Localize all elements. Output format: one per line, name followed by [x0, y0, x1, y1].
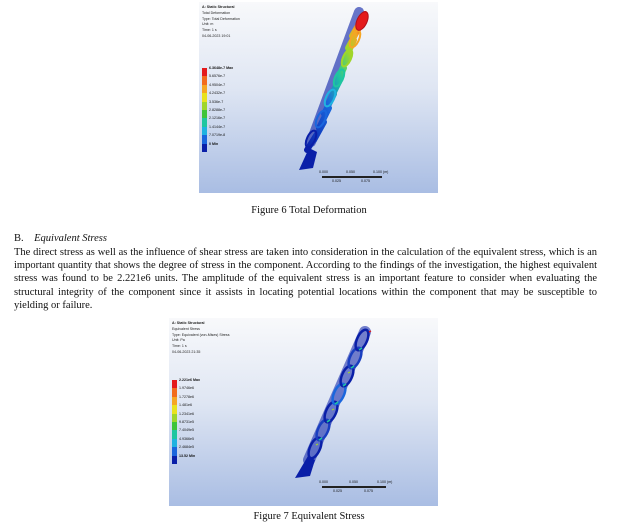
section-heading: [14, 233, 107, 244]
figure-7-image: [169, 318, 438, 506]
figure-7-spring-model: [169, 318, 438, 506]
figure-6-header-line: Total Deformation: [202, 10, 231, 15]
figure-6-header-line: 04-06-2023 19:01: [202, 33, 231, 38]
legend-max-label: 6.3648e-7 Max: [209, 66, 234, 70]
scale-label: 0.050: [346, 170, 355, 174]
section-title: Equivalent Stress: [34, 233, 107, 244]
legend-min-label: 13.52 Min: [179, 453, 196, 458]
figure-7-header-line: Type: Equivalent (von-Mises) Stress: [172, 332, 230, 337]
legend-label: 9.8731e5: [179, 419, 194, 424]
section-paragraph: The direct stress as well as the influence of shear stress are taken into consideration in the calculation of the equivalent stress, which is an important quantity that shows the degree of stress in the component. According to the findings of the investigation, the highest equivalent stress was found to be 2.221e6 units. The amplitude of the equivalent stress is an important feature to consider when evaluating the structural integrity of the component since it assists in locating potential locations within the component that may be susceptible to yielding or failure.: [14, 247, 597, 311]
spring-body: [299, 10, 371, 170]
legend-label: 7.0719e-8: [209, 133, 226, 138]
legend-label: 7.4049e5: [179, 428, 194, 433]
scale-label: 0.000: [319, 480, 328, 484]
legend-label: 2.8288e-7: [209, 107, 226, 112]
figure-7-header-line: Time: 1 s: [172, 344, 187, 349]
figure-6-header-line: Time: 1 s: [202, 28, 217, 33]
figure-7-header-line: A: Static Structural: [172, 321, 205, 325]
legend-label: 1.9746e6: [179, 386, 194, 391]
legend-label: 5.6576e-7: [209, 74, 226, 79]
scale-label: 0.075: [364, 489, 373, 493]
legend-label: 2.4684e5: [179, 445, 194, 450]
legend-label: 2.1216e-7: [209, 116, 226, 121]
legend-label: 4.9504e-7: [209, 82, 226, 87]
legend-label: 4.9366e5: [179, 436, 194, 441]
figure-7-header-line: 04-06-2023 21:35: [172, 349, 201, 354]
legend-max-label: 2.221e6 Max: [179, 378, 200, 382]
spring-body: [295, 328, 371, 478]
figure-6-header-line: Unit: m: [202, 22, 214, 27]
figure-6-header-line: A: Static Structural: [202, 5, 235, 9]
figure-6-scale-bar: [319, 170, 394, 186]
legend-label: 1.7278e6: [179, 394, 194, 399]
scale-bar: [322, 176, 382, 178]
figure-6-header-line: Type: Total Deformation: [202, 16, 240, 21]
figure-7-scale-bar: [319, 480, 399, 496]
figure-7-header-line: Unit: Pa: [172, 338, 185, 343]
figure-6-image: [199, 2, 438, 193]
scale-label: 0.000: [319, 170, 328, 174]
figure-6-spring-model: [199, 2, 438, 193]
figure-7-header-line: Equivalent Stress: [172, 326, 200, 331]
scale-label: 0.025: [333, 489, 342, 493]
legend-label: 1.4144e-7: [209, 124, 226, 129]
legend-label: 4.2432e-7: [209, 91, 226, 96]
section-number: B.: [14, 233, 24, 244]
scale-label: 0.050: [349, 480, 358, 484]
legend-label: 1.2341e6: [179, 411, 194, 416]
legend-label: 1.481e6: [179, 403, 192, 408]
scale-bar: [322, 486, 386, 488]
legend-min-label: 0 Min: [209, 141, 219, 146]
scale-label: 0.100 (m): [373, 170, 389, 174]
legend-label: 3.536e-7: [209, 99, 224, 104]
scale-label: 0.025: [332, 179, 341, 183]
scale-label: 0.075: [361, 179, 370, 183]
scale-label: 0.100 (m): [377, 480, 393, 484]
figure-7-caption: Figure 7 Equivalent Stress: [253, 511, 365, 522]
figure-6-caption: Figure 6 Total Deformation: [251, 205, 367, 216]
